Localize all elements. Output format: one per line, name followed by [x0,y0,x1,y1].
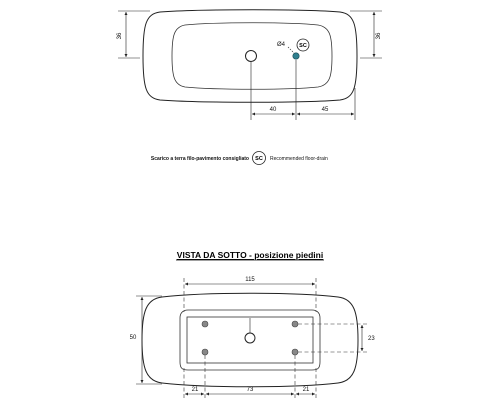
top-view-floor-drain [293,53,299,59]
bottom-view [130,277,376,398]
note-italian: Scarico a terra filo-pavimento consigliato [150,156,249,162]
bottom-view-dim-21-right-label: 21 [302,387,310,393]
top-view-inner-outline [172,23,332,90]
bottom-view-dim-23-label: 23 [368,336,375,342]
foot-bottom-right [292,349,298,355]
note-english: Recommended floor-drain [270,156,328,162]
top-view-dim-40-label: 40 [269,107,277,113]
top-view-drain-leader [288,47,294,53]
note-sc-label: SC [255,156,263,162]
top-view-outer-outline [143,10,357,103]
bottom-view-dim-21-left-label: 21 [191,387,199,393]
foot-bottom-left [202,349,208,355]
foot-top-left [202,321,208,327]
bottom-view-dim-50-label: 50 [129,335,137,341]
floor-drain-note [151,152,328,165]
top-view-drain-diameter: Ø4 [277,42,286,48]
foot-top-right [292,321,298,327]
top-view-drain-hole [246,51,257,62]
top-view-dim-45-label: 45 [321,107,329,113]
bottom-view-dim-73-label: 73 [246,387,254,393]
top-view [117,10,382,120]
bottom-view-drain-hole [245,333,255,343]
top-view-sc-label: SC [299,43,307,49]
bottom-view-outer-outline [142,293,358,387]
bottom-view-title: VISTA DA SOTTO - posizione piedini [176,250,324,260]
top-view-left-height-label: 36 [117,32,123,40]
top-view-right-height-label: 36 [376,32,382,40]
bottom-view-dim-115-label: 115 [245,277,255,283]
